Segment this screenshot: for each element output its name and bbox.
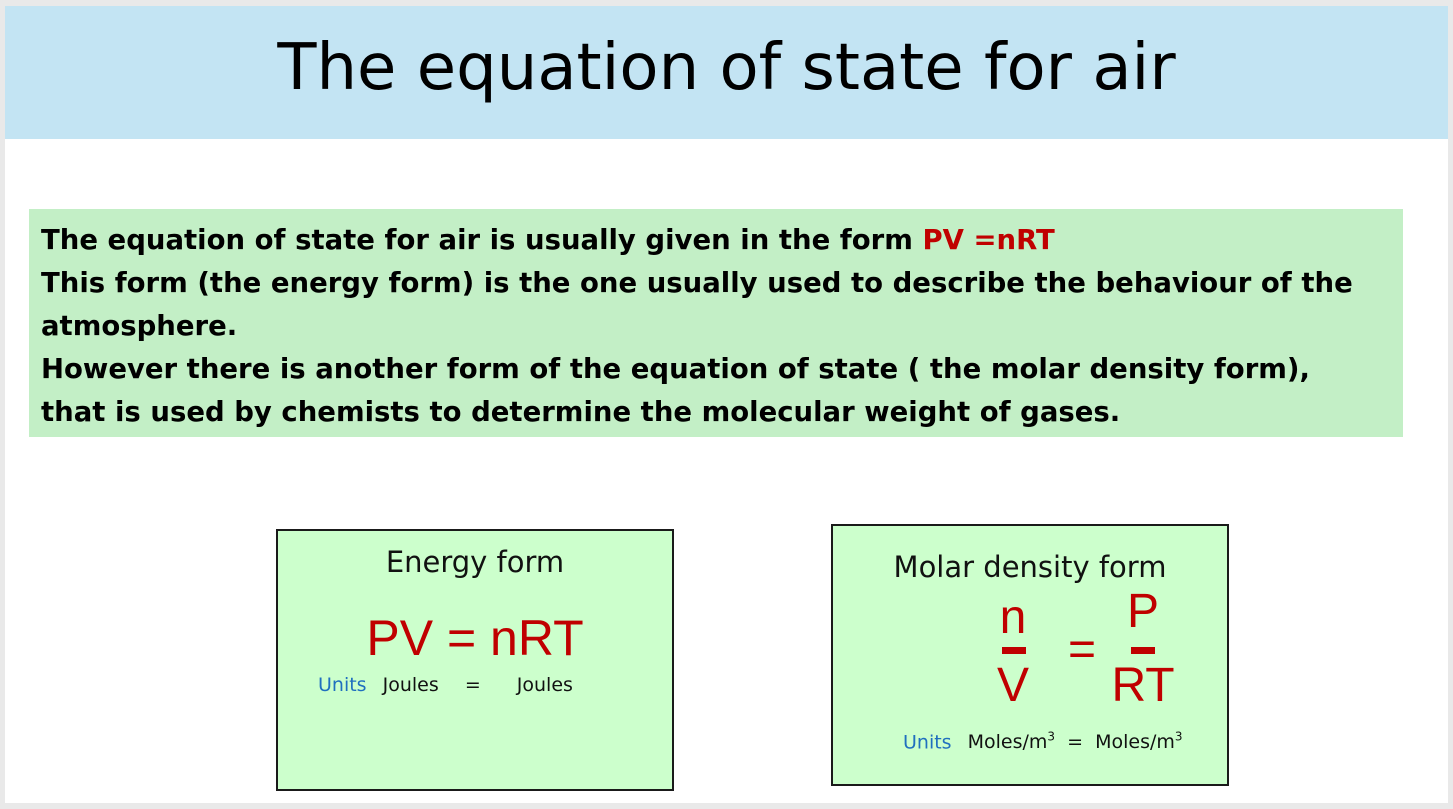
- energy-units-label: Units: [318, 674, 367, 696]
- molar-units-left-text: Moles/m: [967, 731, 1048, 754]
- right-fraction-bar: [1131, 647, 1155, 654]
- intro-line-1: [41, 219, 1401, 262]
- molar-density-form-box: [831, 524, 1229, 786]
- title-bar: [5, 6, 1448, 139]
- intro-paragraph: [41, 219, 1401, 434]
- slide: [5, 6, 1448, 803]
- energy-units-right: Joules: [516, 674, 573, 696]
- molar-units-right-text: Moles/m: [1095, 731, 1175, 754]
- intro-line-3: atmosphere.: [41, 310, 238, 342]
- energy-form-box: [276, 529, 674, 791]
- slide-title: The equation of state for air: [277, 31, 1176, 105]
- molar-form-heading: Molar density form: [893, 550, 1167, 584]
- left-fraction-bar: [1002, 647, 1026, 654]
- intro-equation-highlight: PV =nRT: [922, 224, 1055, 256]
- molar-units-left: [968, 731, 1055, 753]
- molar-units-row: [903, 730, 1183, 753]
- molar-equals: =: [1067, 623, 1097, 676]
- intro-line-1-text: The equation of state for air is usually given in the form: [41, 224, 923, 256]
- left-numerator: n: [999, 591, 1027, 644]
- energy-units-left: Joules: [382, 674, 439, 696]
- molar-units-label: Units: [903, 731, 952, 754]
- right-numerator: P: [1126, 585, 1159, 638]
- molar-units-left-exponent: 3: [1047, 730, 1056, 744]
- intro-line-4: However there is another form of the equation of state ( the molar density form),: [41, 353, 1310, 385]
- intro-text-box: [29, 209, 1403, 437]
- molar-units-right-exponent: 3: [1174, 730, 1183, 744]
- molar-units-equals: =: [1067, 731, 1084, 754]
- molar-units-right: [1095, 731, 1182, 753]
- energy-form-heading: Energy form: [385, 545, 565, 579]
- right-denominator: RT: [1111, 659, 1175, 712]
- intro-line-2: This form (the energy form) is the one usually used to describe the behaviour of the: [41, 267, 1353, 299]
- intro-line-5: that is used by chemists to determine the molecular weight of gases.: [41, 396, 1121, 428]
- left-denominator: V: [996, 659, 1029, 712]
- energy-form-equation: PV = nRT: [366, 610, 584, 666]
- energy-units-row: [318, 674, 573, 696]
- energy-units-equals: =: [464, 674, 481, 696]
